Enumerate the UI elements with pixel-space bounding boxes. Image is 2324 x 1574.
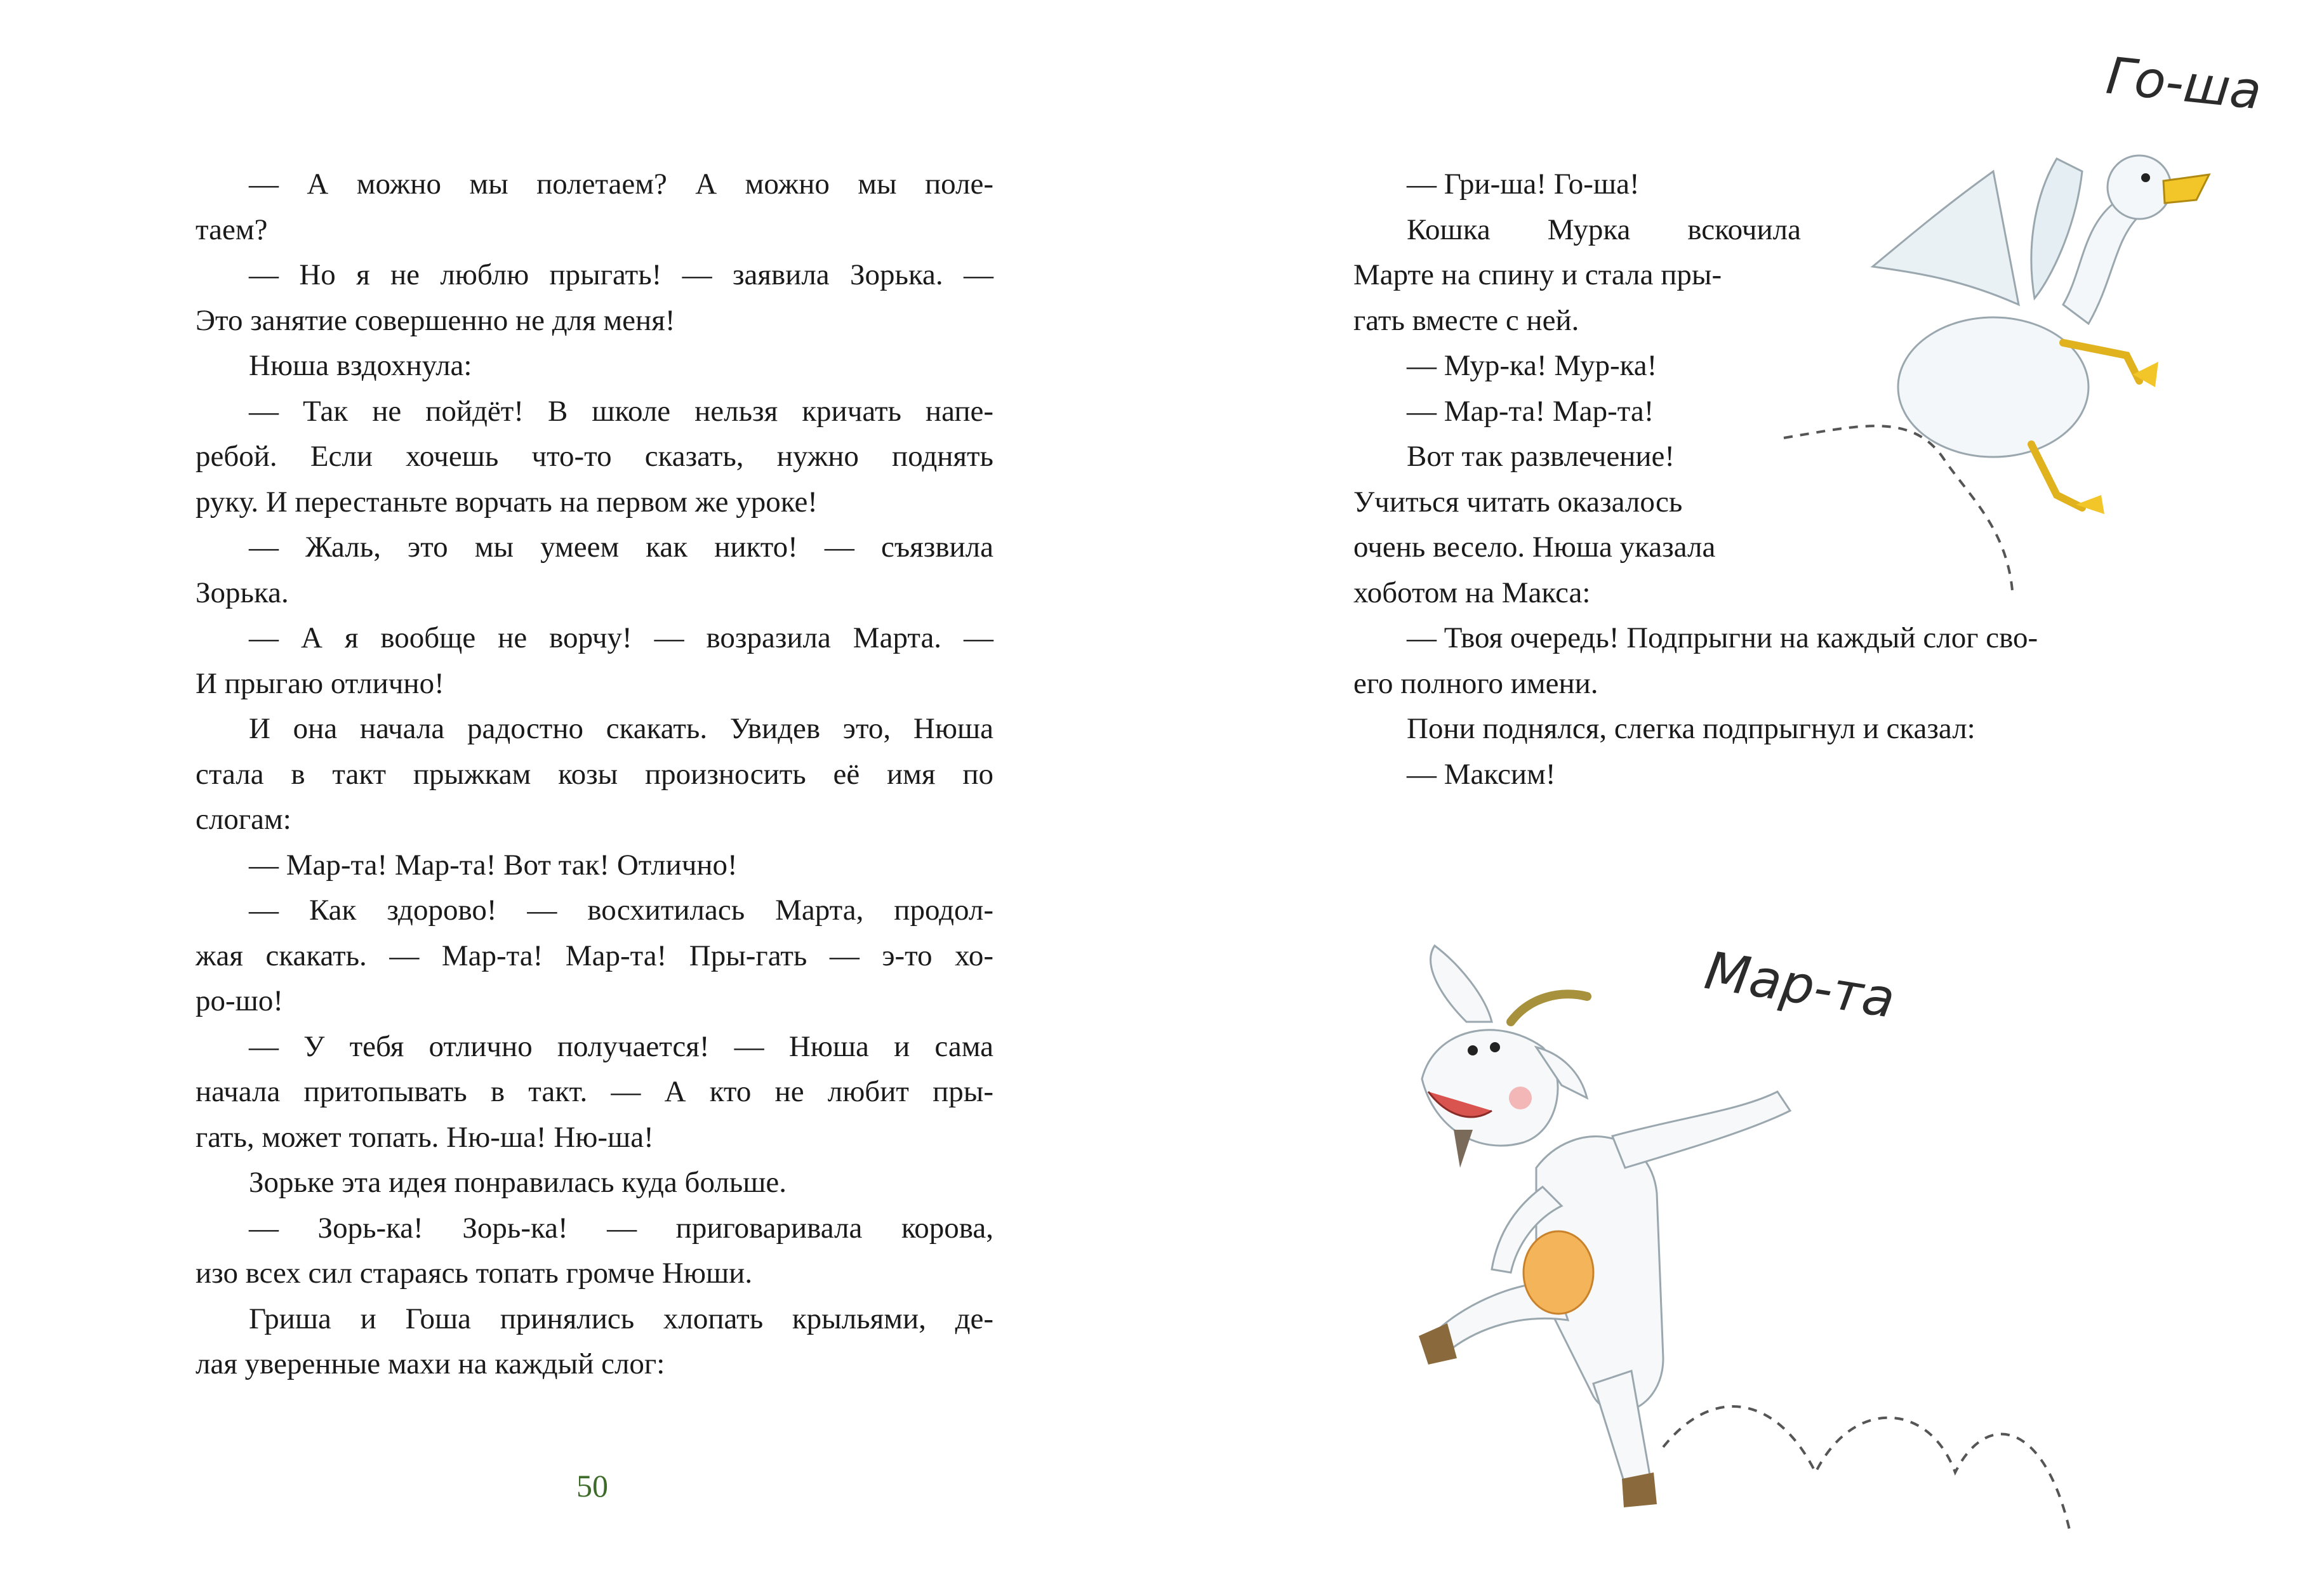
left-text-line: начала притопывать в такт. — А кто не любит пры-: [196, 1075, 993, 1108]
left-text-line: — Как здорово! — восхитилась Марта, продол-: [249, 894, 993, 927]
left-text-line: — Так не пойдёт! В школе нельзя кричать напе-: [249, 394, 993, 428]
left-text-line: — А я вообще не ворчу! — возразила Марта. —: [249, 621, 993, 654]
right-text-line: — Максим!: [1407, 757, 1556, 791]
left-text-line: Гриша и Гоша принялись хлопать крыльями, де-: [249, 1302, 993, 1335]
left-text-line: — Жаль, это мы умеем как никто! — съязвила: [249, 531, 993, 564]
right-text-line: Вот так развлечение!: [1407, 440, 1675, 473]
right-text-line: очень весело. Нюша указала: [1353, 531, 1716, 564]
left-text-line: руку. И перестаньте ворчать на первом же уроке!: [196, 485, 818, 519]
right-text-line: — Твоя очередь! Подпрыгни на каждый слог сво-: [1407, 621, 2038, 654]
left-text-line: — Но я не люблю прыгать! — заявила Зорька. —: [249, 258, 993, 291]
page-number: 50: [576, 1468, 608, 1504]
left-text-line: — А можно мы полетаем? А можно мы поле-: [249, 168, 993, 201]
left-text-line: стала в такт прыжкам козы произносить её имя по: [196, 757, 993, 791]
left-text-line: Зорька.: [196, 576, 289, 609]
right-text-line: Пони поднялся, слегка подпрыгнул и сказал:: [1407, 712, 1975, 745]
left-text-line: И прыгаю отлично!: [196, 666, 444, 700]
left-text-line: — Зорь-ка! Зорь-ка! — приговаривала корова,: [249, 1211, 993, 1245]
left-text-line: Зорьке эта идея понравилась куда больше.: [249, 1166, 787, 1199]
left-text-line: Это занятие совершенно не для меня!: [196, 303, 675, 337]
right-text-line: Учиться читать оказалось: [1353, 485, 1683, 519]
right-text-line: гать вместе с ней.: [1353, 303, 1579, 337]
goose-name-label: Го-ша: [2103, 46, 2264, 121]
left-text-line: гать, может топать. Ню-ша! Ню-ша!: [196, 1120, 654, 1154]
goat-name-label: Мар-та: [1701, 941, 1899, 1030]
right-text-line: хоботом на Макса:: [1353, 576, 1591, 609]
left-text-line: — У тебя отлично получается! — Нюша и сама: [249, 1029, 993, 1063]
goose-illustration: [1784, 114, 2266, 597]
left-text-line: лая уверенные махи на каждый слог:: [196, 1347, 665, 1380]
right-text-line: Кошка Мурка вскочила: [1407, 213, 1801, 246]
right-text-line: — Мар-та! Мар-та!: [1407, 394, 1654, 428]
goat-illustration: [1384, 927, 2209, 1549]
left-text-line: изо всех сил стараясь топать громче Нюши.: [196, 1257, 753, 1290]
left-text-line: таем?: [196, 213, 268, 246]
left-text-column: [196, 162, 993, 1387]
right-text-line: Марте на спину и стала пры-: [1353, 258, 1722, 291]
left-text-line: ро-шо!: [196, 984, 283, 1017]
right-text-line: — Гри-ша! Го-ша!: [1407, 168, 1640, 201]
right-text-line: его полного имени.: [1353, 666, 1598, 700]
left-text-line: Нюша вздохнула:: [249, 349, 472, 382]
right-text-line: — Мур-ка! Мур-ка!: [1407, 349, 1657, 382]
left-text-line: — Мар-та! Мар-та! Вот так! Отлично!: [249, 848, 738, 882]
left-text-line: слогам:: [196, 803, 291, 836]
left-text-line: ребой. Если хочешь что-то сказать, нужно поднять: [196, 440, 993, 473]
left-text-line: жая скакать. — Мар-та! Мар-та! Пры-гать — э-то хо-: [196, 939, 993, 972]
left-text-line: И она начала радостно скакать. Увидев это, Нюша: [249, 712, 993, 745]
